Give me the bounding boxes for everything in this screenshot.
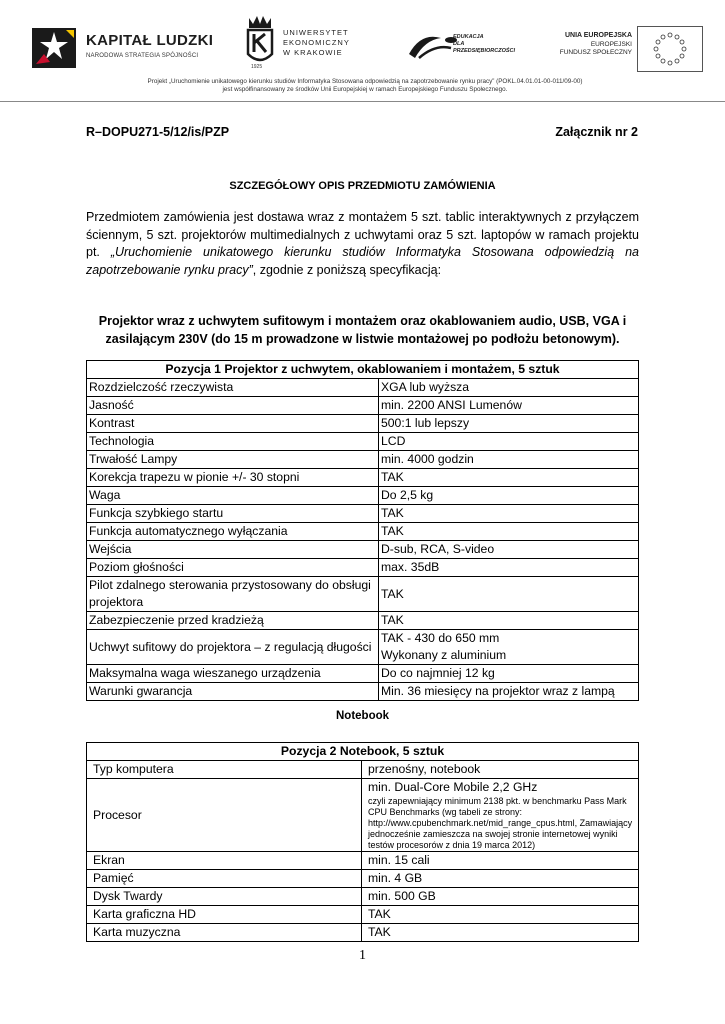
table-row: Karta muzyczna TAK (87, 924, 639, 942)
table-row: Kontrast 500:1 lub lepszy (87, 415, 639, 433)
uek-year: 1925 (251, 64, 263, 70)
page-number: 1 (359, 948, 366, 963)
table-row: Jasność min. 2200 ANSI Lumenów (87, 397, 639, 415)
kl-subtitle: NARODOWA STRATEGIA SPÓJNOŚCI (86, 53, 199, 59)
table-row: Funkcja automatycznego wyłączania TAK (87, 523, 639, 541)
projector-spec-table (86, 360, 639, 701)
document-reference: R–DOPU271-5/12/is/PZP (86, 125, 230, 139)
table-row: Pilot zdalnego sterowania przystosowany do obsługi projektora TAK (87, 577, 639, 612)
notebook-heading: Notebook (335, 710, 390, 722)
table-row: Typ komputera przenośny, notebook (87, 761, 639, 779)
table-row: Procesor min. Dual-Core Mobile 2,2 GHz czyli zapewniający minimum 2138 pkt. w benchmarku Pass Mark CPU Benchmarks (wg tabeli ze strony: http://www.cpubenchmark.net/mid_range_cpus.html, Zamawiający jednocześnie zamieszcza na swojej stronie internetowej wyniki testów procesorów z dnia 19 marca 2012) (87, 779, 639, 852)
uek-logo (245, 14, 375, 76)
uek-name: UNIWERSYTET EKONOMICZNY W KRAKOWIE (283, 28, 350, 57)
table-header-row: Pozycja 1 Projektor z uchwytem, okablowaniem i montażem, 5 sztuk (87, 361, 639, 379)
cpu-benchmark-note: czyli zapewniający minimum 2138 pkt. w benchmarku Pass Mark CPU Benchmarks (wg tabeli ze strony: http://www.cpubenchmark.net/mid_range_cpus.html, Zamawiający jednocześnie zamieszcza na swojej stronie internetowej wyniki testów procesorów z dnia 19 marca 2012) (368, 796, 633, 850)
edukacja-logo (405, 28, 515, 68)
table-row: Technologia LCD (87, 433, 639, 451)
table-row: Poziom głośności max. 35dB (87, 559, 639, 577)
table-row: Dysk Twardy min. 500 GB (87, 888, 639, 906)
table-row: Trwałość Lampy min. 4000 godzin (87, 451, 639, 469)
notebook-spec-table (86, 742, 639, 942)
table-row: Karta graficzna HD TAK (87, 906, 639, 924)
attachment-label: Załącznik nr 2 (555, 125, 638, 139)
table-row: Funkcja szybkiego startu TAK (87, 505, 639, 523)
eu-logo (540, 26, 680, 72)
projector-subtitle: Projektor wraz z uchwytem sufitowym i montażem oraz okablowaniem audio, USB, VGA i zasilającym 230V (do 15 m prowadzone w listwie montażowej po podłożu betonowym). (98, 314, 627, 346)
table-row: Uchwyt sufitowy do projektora – z regulacją długości TAK - 430 do 650 mm Wykonany z aluminium (87, 630, 639, 665)
table-row: Warunki gwarancja Min. 36 miesięcy na projektor wraz z lampą (87, 683, 639, 701)
project-info: Projekt „Uruchomienie unikatowego kierunku studiów Informatyka Stosowana odpowiedzią na zapotrzebowanie rynku pracy” (POKL.04.01.01-00-011/09-00) jest współfinansowany ze środków Unii Europejskiej w ramach Europejskiego Funduszu Społecznego. (147, 78, 583, 93)
table-row: Pamięć min. 4 GB (87, 870, 639, 888)
eu-text: UNIA EUROPEJSKA EUROPEJSKI FUNDUSZ SPOŁECZNY (559, 32, 632, 56)
table-row: Zabezpieczenie przed kradzieżą TAK (87, 612, 639, 630)
intro-paragraph: Przedmiotem zamówienia jest dostawa wraz z montażem 5 szt. tablic interaktywnych z przyłączem ściennym, 5 szt. projektorów multimedialnych z uchwytami oraz 5 szt. laptopów w ramach projektu pt. „Uruchomienie unikatowego kierunku studiów Informatyka Stosowana odpowiedzią na zapotrzebowanie rynku pracy”, zgodnie z poniższą specyfikacją: (86, 210, 639, 278)
table-row: Korekcja trapezu w pionie +/- 30 stopni TAK (87, 469, 639, 487)
edukacja-text: EDUKACJA DLA PRZEDSIĘBIORCZOŚCI (453, 34, 516, 54)
table-row: Waga Do 2,5 kg (87, 487, 639, 505)
eu-flag-icon (637, 26, 703, 72)
kl-title: KAPITAŁ LUDZKI (86, 32, 214, 49)
kapital-ludzki-logo (30, 22, 214, 72)
table-row: Wejścia D-sub, RCA, S-video (87, 541, 639, 559)
table-header-row: Pozycja 2 Notebook, 5 sztuk (87, 743, 639, 761)
header-divider (0, 101, 725, 102)
table-row: Rozdzielczość rzeczywista XGA lub wyższa (87, 379, 639, 397)
document-title: SZCZEGÓŁOWY OPIS PRZEDMIOTU ZAMÓWIENIA (229, 180, 496, 192)
kapital-ludzki-star-icon (30, 24, 80, 70)
table-row: Ekran min. 15 cali (87, 852, 639, 870)
table-row: Maksymalna waga wieszanego urządzenia Do co najmniej 12 kg (87, 665, 639, 683)
